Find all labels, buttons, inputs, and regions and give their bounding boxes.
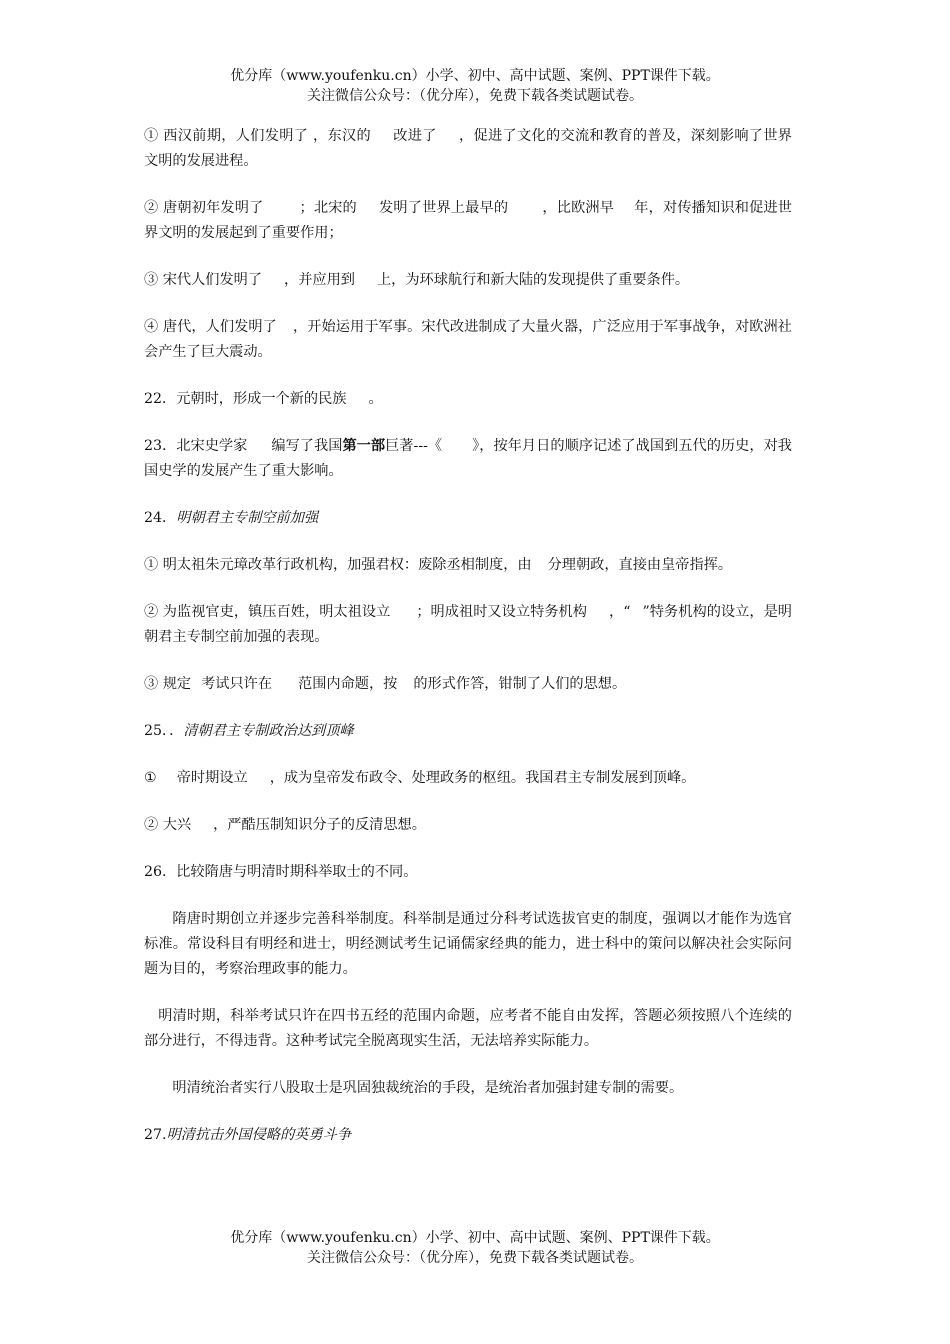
q21-item-2-text-e: 年，对传播知识和促进世界文明的发展起到了重要作用；: [144, 200, 792, 241]
q25-number: 25．．: [144, 723, 184, 739]
q27-heading: [144, 1123, 792, 1148]
q21-item-3-text-c: 上，为环球航行和新大陆的发现提供了重要条件。: [376, 272, 690, 288]
q25-heading: [144, 719, 792, 744]
q22: [144, 387, 792, 412]
q25-item-2-text-b: ，严酷压制知识分子的反清思想。: [213, 817, 426, 833]
q21-item-4-text-a: ④ 唐代，人们发明了: [144, 319, 277, 335]
q25-title: 清朝君主专制政治达到顶峰: [183, 723, 354, 739]
q23-text-b: 编写了我国: [271, 438, 343, 454]
q21-item-3-text-b: ，并应用到: [284, 272, 355, 288]
q23-bold-text: 第一部: [342, 438, 386, 454]
q21-item-1-text-a: ① 西汉前期，人们发明了 ，东汉的: [144, 128, 371, 144]
q23: [144, 434, 792, 484]
footer-line-2: 关注微信公众号：（优分库），免费下载各类试题试卷。: [307, 1250, 643, 1266]
q26-paragraph-1: 隋唐时期创立并逐步完善科举制度。科举制是通过分科考试选拔官吏的制度，强调以才能作为选官标准。常设科目有明经和进士，明经测试考生记诵儒家经典的能力，进士科中的策问以解决社会实际问题为目的，考察治理政事的能力。: [144, 911, 792, 977]
q21-item-1: [144, 124, 792, 174]
header-line-2: 关注微信公众号：（优分库），免费下载各类试题试卷。: [307, 88, 643, 104]
q24-item-2: [144, 600, 792, 650]
q21-item-3: [144, 268, 792, 293]
q21-item-3-text-a: ③ 宋代人们发明了: [144, 272, 263, 288]
q25-item-1: [144, 766, 792, 791]
q23-text-c: 巨著---《: [385, 438, 443, 454]
q24-item-2-text-c: ，“: [609, 604, 631, 620]
q21-item-2-text-a: ② 唐朝初年发明了: [144, 200, 264, 216]
q24-item-3-text-d: 的形式作答，钳制了人们的思想。: [413, 676, 627, 692]
q21-item-2-text-b: ；北宋的: [299, 200, 357, 216]
q26-title: 26．比较隋唐与明清时期科举取士的不同。: [144, 864, 418, 880]
main-content: [144, 124, 792, 1170]
q25-item-2-text-a: ② 大兴: [144, 817, 192, 833]
q24-item-3-text-c: 范围内命题，按: [298, 676, 398, 692]
q21-item-2-text-d: ，比欧洲早: [542, 200, 615, 216]
footer-line-1: 优分库（www.youfenku.cn）小学、初中、高中试题、案例、PPT课件下载。: [230, 1230, 720, 1246]
q24-item-3-text-a: ③ 规定: [144, 676, 192, 692]
q24-item-2-text-a: ② 为监视官吏，镇压百姓，明太祖设立: [144, 604, 391, 620]
q24-item-2-text-b: ；明成祖时又设立特务机构: [416, 604, 587, 620]
q26-paragraph-2: 明清时期，科举考试只许在四书五经的范围内命题，应考者不能自由发挥，答题必须按照八个连续的部分进行，不得违背。这种考试完全脱离现实生活，无法培养实际能力。: [144, 1008, 792, 1049]
q24-item-1-text-a: ① 明太祖朱元璋改革行政机构，加强君权：废除丞相制度，由: [144, 557, 532, 573]
header-line-1: 优分库（www.youfenku.cn）小学、初中、高中试题、案例、PPT课件下载。: [230, 68, 720, 84]
q25-item-2: [144, 813, 792, 838]
q22-text-a: 22．元朝时，形成一个新的民族: [144, 391, 347, 407]
q24-title: 明朝君主专制空前加强: [176, 510, 319, 526]
q24-number: 24．: [144, 510, 177, 526]
q27-number: 27.: [144, 1127, 167, 1143]
q21-item-2: [144, 196, 792, 246]
q27-title: 明清抗击外国侵略的英勇斗争: [166, 1127, 352, 1143]
q21-item-4: [144, 315, 792, 365]
q25-item-1-text-b: 帝时期设立: [176, 770, 248, 786]
q23-text-a: 23．北宋史学家: [144, 438, 248, 454]
q24-item-2-text-d: ”特务机构的设立，是明朝君主专制空前加强的表现。: [144, 604, 792, 645]
q24-item-3: [144, 672, 792, 697]
page-header: [0, 66, 950, 106]
q26-paragraph-3: 明清统治者实行八股取士是巩固独裁统治的手段，是统治者加强封建专制的需要。: [172, 1080, 684, 1096]
q24-item-3-text-b: 考试只许在: [201, 676, 273, 692]
q24-heading: [144, 506, 792, 531]
q21-item-4-text-b: ，开始运用于军事。宋代改进制成了大量火器，广泛应用于军事战争，对欧洲社会产生了巨大震动。: [144, 319, 792, 360]
q21-item-1-text-b: 改进了: [392, 128, 437, 144]
q24-item-1-text-b: 分理朝政，直接由皇帝指挥。: [547, 557, 733, 573]
q24-item-1: [144, 553, 792, 578]
q23-text-d: 》，按年月日的顺序记述了战国到五代的历史，对我国史学的发展产生了重大影响。: [144, 438, 792, 479]
q25-item-1-text-a: ①: [144, 770, 157, 786]
q21-item-1-text-c: ，促进了文化的交流和教育的普及，深刻影响了世界文明的发展进程。: [144, 128, 792, 169]
page-footer: [0, 1228, 950, 1268]
q21-item-2-text-c: 发明了世界上最早的: [378, 200, 509, 216]
q25-item-1-text-c: ，成为皇帝发布政令、处理政务的枢纽。我国君主专制发展到顶峰。: [269, 770, 696, 786]
q22-text-b: 。: [368, 391, 383, 407]
